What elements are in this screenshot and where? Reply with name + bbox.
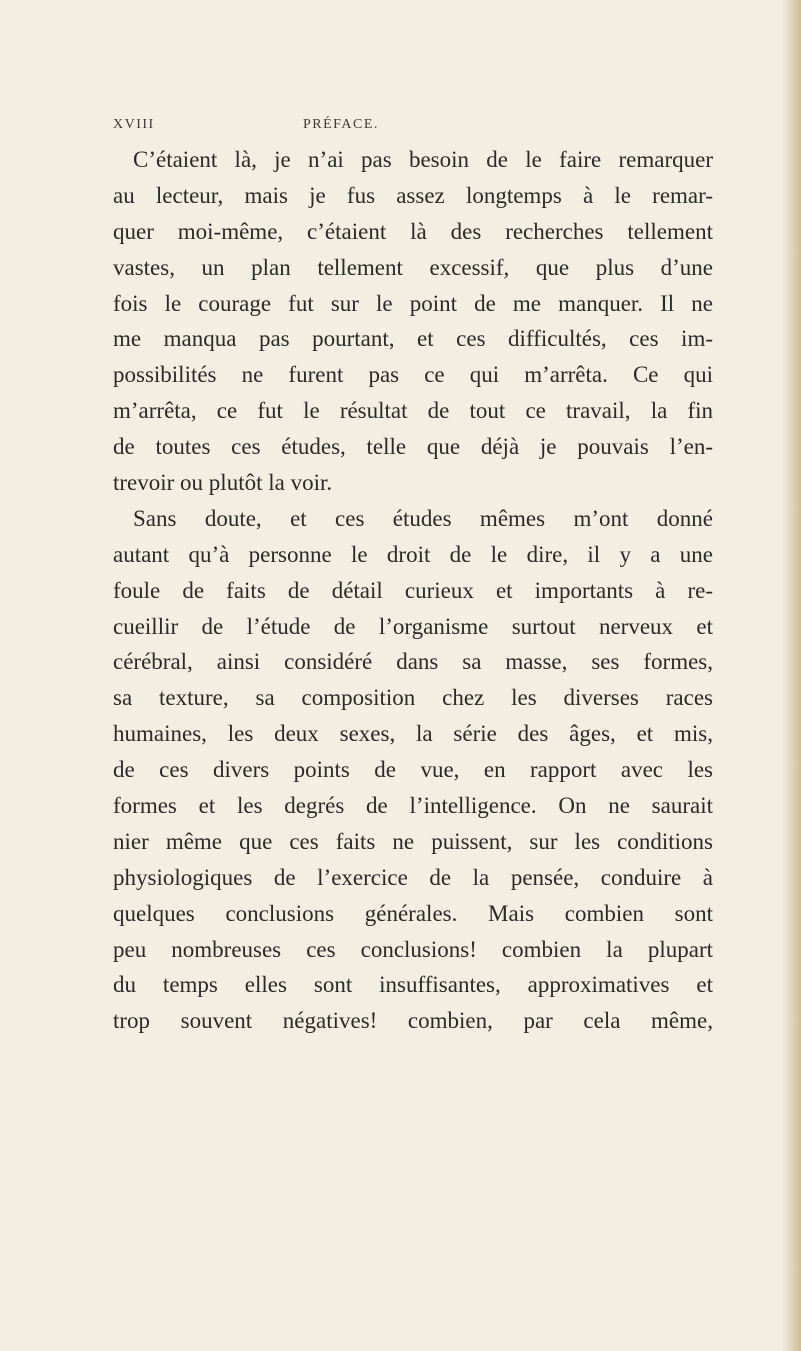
text-line: trop souvent négatives! combien, par cela même, [113,1008,713,1034]
text-line: humaines, les deux sexes, la série des âges, et mis, [113,721,713,747]
text-line: physiologiques de l’exercice de la pensée, conduire à [113,864,713,890]
text-line: vastes, un plan tellement excessif, que plus d’une [113,254,713,280]
text-line: cérébral, ainsi considéré dans sa masse, ses formes, [113,649,713,675]
text-line: me manqua pas pourtant, et ces difficultés, ces im- [113,326,713,352]
running-title: PRÉFACE. [303,117,379,132]
text-line: fois le courage fut sur le point de me manquer. Il ne [113,290,713,316]
text-line: formes et les degrés de l’intelligence. On ne saurait [113,793,713,819]
text-line: Sans doute, et ces études mêmes m’ont donné [133,505,713,531]
text-line: C’étaient là, je n’ai pas besoin de le faire remarquer [133,147,713,172]
text-line: sa texture, sa composition chez les diverses races [113,685,713,711]
text-line: possibilités ne furent pas ce qui m’arrêta. Ce qui [113,362,713,388]
text-line: de toutes ces études, telle que déjà je pouvais l’en- [113,434,713,460]
text-line: m’arrêta, ce fut le résultat de tout ce travail, la fin [113,398,713,424]
text-line: quer moi-même, c’étaient là des recherches tellement [113,218,713,244]
text-line: au lecteur, mais je fus assez longtemps à le remar- [113,182,713,208]
text-line: du temps elles sont insuffisantes, approximatives et [113,972,713,998]
text-line: quelques conclusions générales. Mais combien sont [113,900,713,926]
text-line: cueillir de l’étude de l’organisme surtout nerveux et [113,613,713,639]
running-head [113,117,713,139]
body-text [113,142,713,1039]
text-line: autant qu’à personne le droit de le dire, il y a une [113,541,713,567]
text-line: trevoir ou plutôt la voir. [113,470,333,496]
page-number: XVIII [113,117,155,132]
page-edge-shadow [787,0,801,1351]
text-line: peu nombreuses ces conclusions! combien la plupart [113,936,713,962]
text-line: foule de faits de détail curieux et importants à re- [113,577,713,603]
text-line: nier même que ces faits ne puissent, sur les conditions [113,828,713,854]
text-line: de ces divers points de vue, en rapport avec les [113,757,713,783]
